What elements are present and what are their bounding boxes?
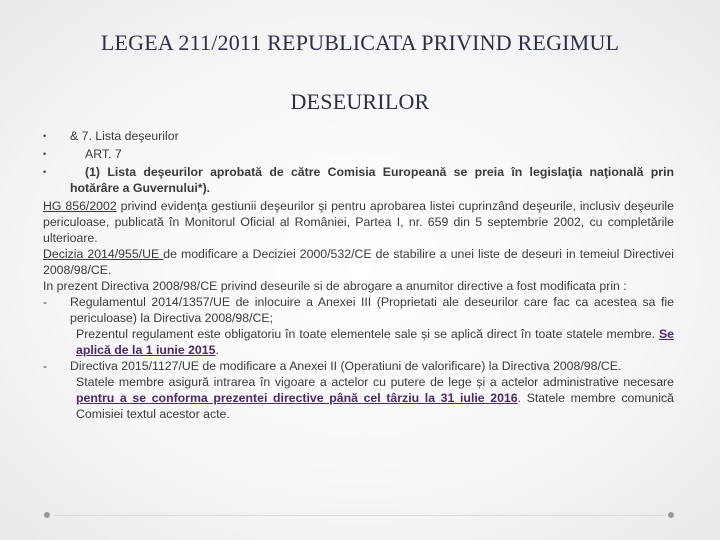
- bullet-icon: •: [43, 167, 47, 177]
- state-end: . Statele membre comunică Comisiei textul acestor acte.: [76, 391, 674, 421]
- dash-marker: -: [43, 359, 48, 373]
- decizia-paragraph: [43, 246, 674, 278]
- footer-dot-right: [668, 512, 674, 518]
- footer-dot-left: [44, 512, 50, 518]
- bullet-text: ART. 7: [85, 147, 122, 161]
- footer-rule: [54, 515, 666, 516]
- title-line-1: LEGEA 211/2011 REPUBLICATA PRIVIND REGIMUL: [100, 30, 620, 55]
- state-note: [43, 374, 674, 422]
- regulation-note: [43, 326, 674, 358]
- slide-title: [40, 30, 680, 115]
- regulation-end: .: [215, 343, 219, 357]
- bullet-item: [43, 164, 674, 196]
- bullet-item: [43, 128, 674, 144]
- bullet-text: & 7. Lista deşeurilor: [70, 129, 179, 143]
- dash-text: Regulamentul 2014/1357/UE de inlocuire a Anexei III (Proprietati ale deseurilor care fac ca acestea sa fie periculoase) la Directiva 2008/98/CE;: [70, 295, 674, 325]
- bullet-icon: •: [43, 149, 47, 159]
- bullet-item: [43, 146, 674, 162]
- regulation-text: Prezentul regulament este obligatoriu în toate elementele sale și se aplică direct în toate statele membre.: [76, 327, 659, 341]
- dash-item: [43, 358, 674, 374]
- decizia-reference: Decizia 2014/955/UE: [43, 247, 164, 261]
- title-line-2: DESEURILOR: [290, 89, 430, 114]
- slide-content: [43, 128, 674, 422]
- bullet-icon: •: [43, 131, 47, 141]
- dash-text: Directiva 2015/1127/UE de modificare a Anexei II (Operatiuni de valorificare) la Directiva 2008/98/CE.: [70, 359, 622, 373]
- decizia-text: de modificare a Deciziei 2000/532/CE de stabilire a unei liste de deseuri in temeiul Directivei 2008/98/CE.: [43, 247, 674, 277]
- directiva-paragraph: In prezent Directiva 2008/98/CE privind deseurile si de abrogare a anumitor directive a fost modificata prin :: [43, 279, 627, 293]
- dash-marker: -: [43, 295, 48, 309]
- bullet-text: (1) Lista deşeurilor aprobată de către Comisia Europeană se preia în legislaţia naţională prin hotărâre a Guvernului*).: [70, 165, 674, 195]
- state-text: Statele membre asigură intrarea în vigoare a actelor cu putere de lege și a actelor administrative necesare: [76, 375, 674, 389]
- dash-item: [43, 294, 674, 326]
- hg-paragraph: [43, 198, 674, 246]
- hg-reference: HG 856/2002: [43, 199, 117, 213]
- hg-text: privind evidenţa gestiunii deşeurilor şi pentru aprobarea listei cuprinzând deşeurile, inclusiv deşeurile periculoase, publicată în Monitorul Oficial al României, Partea I, nr. 659 din 5 septembrie 2002, cu completările ulterioare.: [43, 199, 674, 245]
- state-deadline-link[interactable]: pentru a se conforma prezentei directive până cel târziu la 31 iulie 2016: [76, 391, 518, 405]
- regulation-date-link[interactable]: Se aplică de la 1 iunie 2015: [76, 327, 674, 357]
